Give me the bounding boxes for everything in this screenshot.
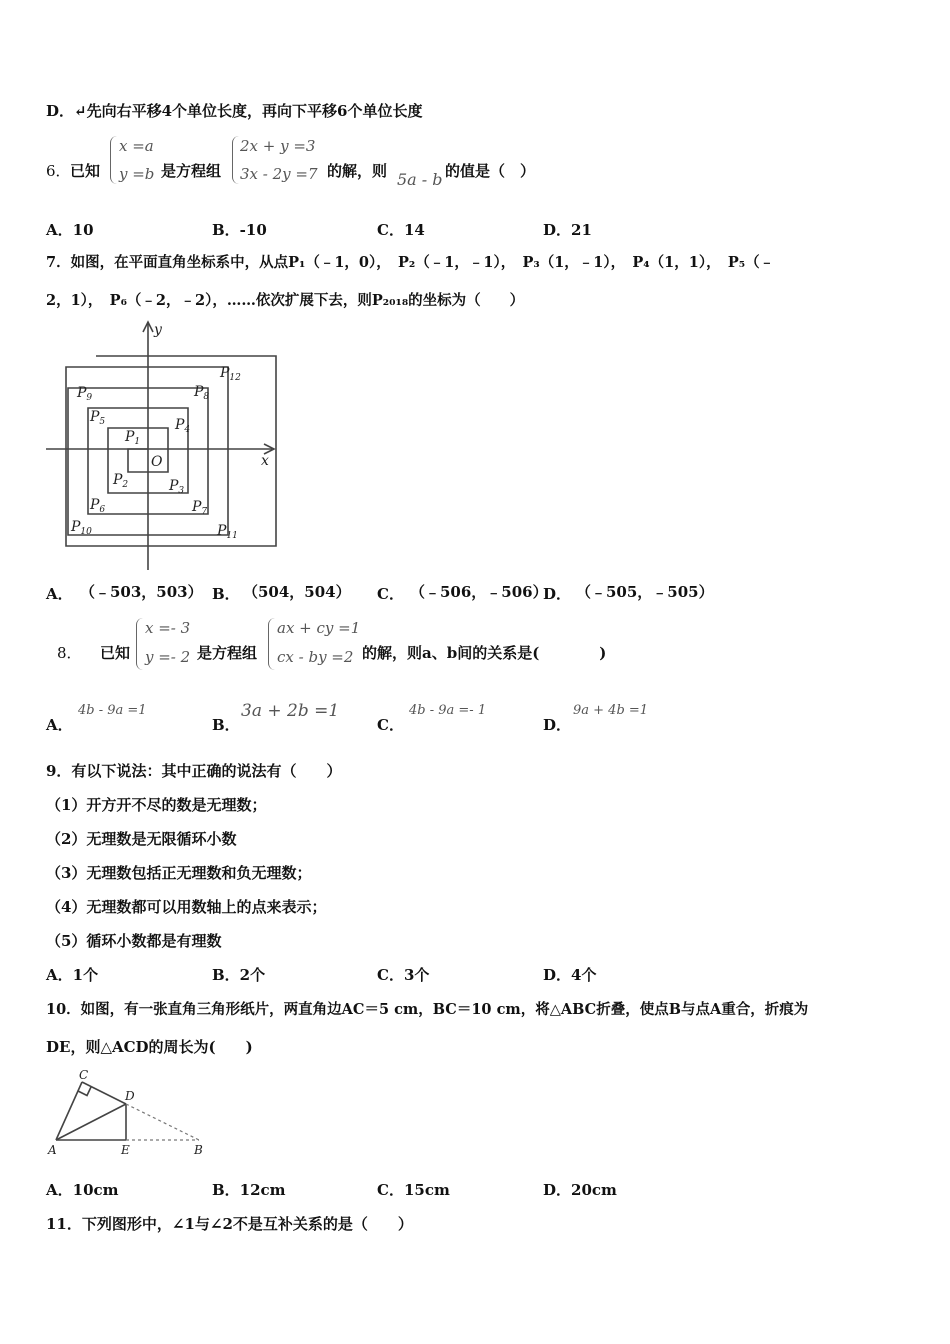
q8-option-a-letter: A．: [46, 716, 73, 734]
label-p2: $P_2$: [113, 472, 129, 490]
q7-option-a: （﹣503，503）: [80, 583, 203, 601]
q9-item-1: （1）开方开不尽的数是无理数；: [46, 796, 267, 814]
q7-option-a-letter: A．: [46, 585, 73, 603]
q8-number: 8．: [57, 644, 82, 662]
q8-option-d: 9a + 4b =1: [573, 703, 649, 718]
q6-lead: 已知: [70, 162, 101, 180]
label-p11: $P_{11}$: [217, 523, 238, 541]
q7-spiral-figure: [44, 318, 280, 574]
q6-end: 的值是（ ）: [445, 162, 536, 180]
q10-triangle-figure: [44, 1068, 214, 1160]
q9-option-c: C．3个: [377, 966, 430, 984]
q6-brace-2: [232, 136, 239, 184]
q8-option-c-letter: C．: [377, 716, 404, 734]
label-c: C: [79, 1068, 89, 1082]
q8-sys1-eq1: x =- 3: [145, 619, 191, 637]
q9-item-4: （4）无理数都可以用数轴上的点来表示；: [46, 898, 327, 916]
label-p4: $P_4$: [175, 417, 191, 435]
q7-option-d-letter: D．: [543, 585, 572, 603]
q7-option-b-letter: B．: [212, 585, 240, 603]
label-p12: $P_{12}$: [220, 365, 241, 383]
q9-stem: 9．有以下说法：其中正确的说法有（ ）: [46, 762, 342, 780]
q10-option-d: D．20cm: [543, 1181, 617, 1199]
q6-option-c: C．14: [377, 221, 425, 239]
q8-sys2-eq1: ax + cy =1: [277, 619, 361, 637]
q7-stem-line2: 2，1）， P₆（﹣2，﹣2），……依次扩展下去，则P₂₀₁₈的坐标为（ ）: [46, 292, 525, 309]
label-p10: $P_{10}$: [71, 519, 92, 537]
q6-sys2-eq2: 3x - 2y =7: [240, 165, 318, 183]
label-e: E: [121, 1143, 130, 1157]
q10-option-c: C．15cm: [377, 1181, 450, 1199]
q6-option-b: B．-10: [212, 221, 267, 239]
label-d: D: [125, 1089, 135, 1103]
q7-option-c: （﹣506，﹣506）: [410, 583, 548, 601]
q10-stem-line1: 10．如图，有一张直角三角形纸片，两直角边AC＝5 cm，BC＝10 cm，将△ABC折叠，使点B与点A重合，折痕为: [46, 1001, 809, 1018]
label-p7: $P_7$: [192, 499, 208, 517]
q11-stem: 11．下列图形中，∠1与∠2不是互补关系的是（ ）: [46, 1215, 413, 1233]
q6-mid: 是方程组: [161, 162, 222, 180]
q8-option-a: 4b - 9a =1: [78, 703, 147, 718]
q8-lead: 已知: [100, 644, 131, 662]
q6-sys1-eq1: x =a: [119, 137, 154, 155]
x-axis-label: x: [261, 453, 269, 469]
q7-option-c-letter: C．: [377, 585, 404, 603]
label-p6: $P_6$: [90, 497, 106, 515]
q8-option-b-letter: B．: [212, 716, 240, 734]
q6-sys1-eq2: y =b: [119, 165, 155, 183]
q8-option-c: 4b - 9a =- 1: [409, 703, 487, 718]
side-ac: [56, 1082, 82, 1140]
q7-stem-line1: 7．如图，在平面直角坐标系中，从点P₁（﹣1，0）， P₂（﹣1，﹣1）， P₃（1，﹣1）， P₄（1，1）， P₅（﹣: [46, 254, 775, 271]
y-axis-label: y: [154, 322, 162, 338]
q7-option-b: （504，504）: [243, 583, 351, 601]
q6-expression: 5a - b: [397, 170, 443, 189]
q8-sys2-eq2: cx - by =2: [277, 648, 354, 666]
label-p3: $P_3$: [169, 478, 185, 496]
q8-option-b: 3a + 2b =1: [241, 701, 340, 721]
label-b: B: [194, 1143, 203, 1157]
label-a: A: [48, 1143, 57, 1157]
q9-item-2: （2）无理数是无限循环小数: [46, 830, 237, 848]
q7-option-d: （﹣505，﹣505）: [576, 583, 714, 601]
q10-option-a: A．10cm: [46, 1181, 119, 1199]
q10-stem-line2: DE，则△ACD的周长为( ): [46, 1038, 253, 1056]
q6-number: 6．: [46, 162, 71, 180]
label-p1: $P_1$: [125, 429, 141, 447]
label-p8: $P_8$: [194, 384, 210, 402]
q6-tail: 的解，则: [327, 162, 388, 180]
q9-item-3: （3）无理数包括正无理数和负无理数；: [46, 864, 312, 882]
q8-brace-1: [136, 618, 143, 670]
label-p9: $P_9$: [77, 385, 93, 403]
q10-option-b: B．12cm: [212, 1181, 286, 1199]
q8-option-d-letter: D．: [543, 716, 572, 734]
q6-option-a: A．10: [46, 221, 94, 239]
q8-brace-2: [268, 618, 275, 670]
q5-option-d: D．↵先向右平移4个单位长度，再向下平移6个单位长度: [46, 102, 423, 120]
label-p5: $P_5$: [90, 409, 106, 427]
q8-sys1-eq2: y =- 2: [145, 648, 191, 666]
dashed-db: [126, 1104, 199, 1140]
q9-item-5: （5）循环小数都是有理数: [46, 932, 222, 950]
q8-tail: 的解，则a、b间的关系是( ): [362, 644, 607, 662]
q6-sys2-eq1: 2x + y =3: [240, 137, 316, 155]
q9-option-d: D．4个: [543, 966, 597, 984]
origin-label: O: [151, 454, 163, 470]
q6-option-d: D．21: [543, 221, 592, 239]
q9-option-b: B．2个: [212, 966, 266, 984]
q9-option-a: A．1个: [46, 966, 99, 984]
q8-mid: 是方程组: [197, 644, 258, 662]
q6-brace-1: [110, 136, 117, 184]
segment-ad: [56, 1104, 126, 1140]
